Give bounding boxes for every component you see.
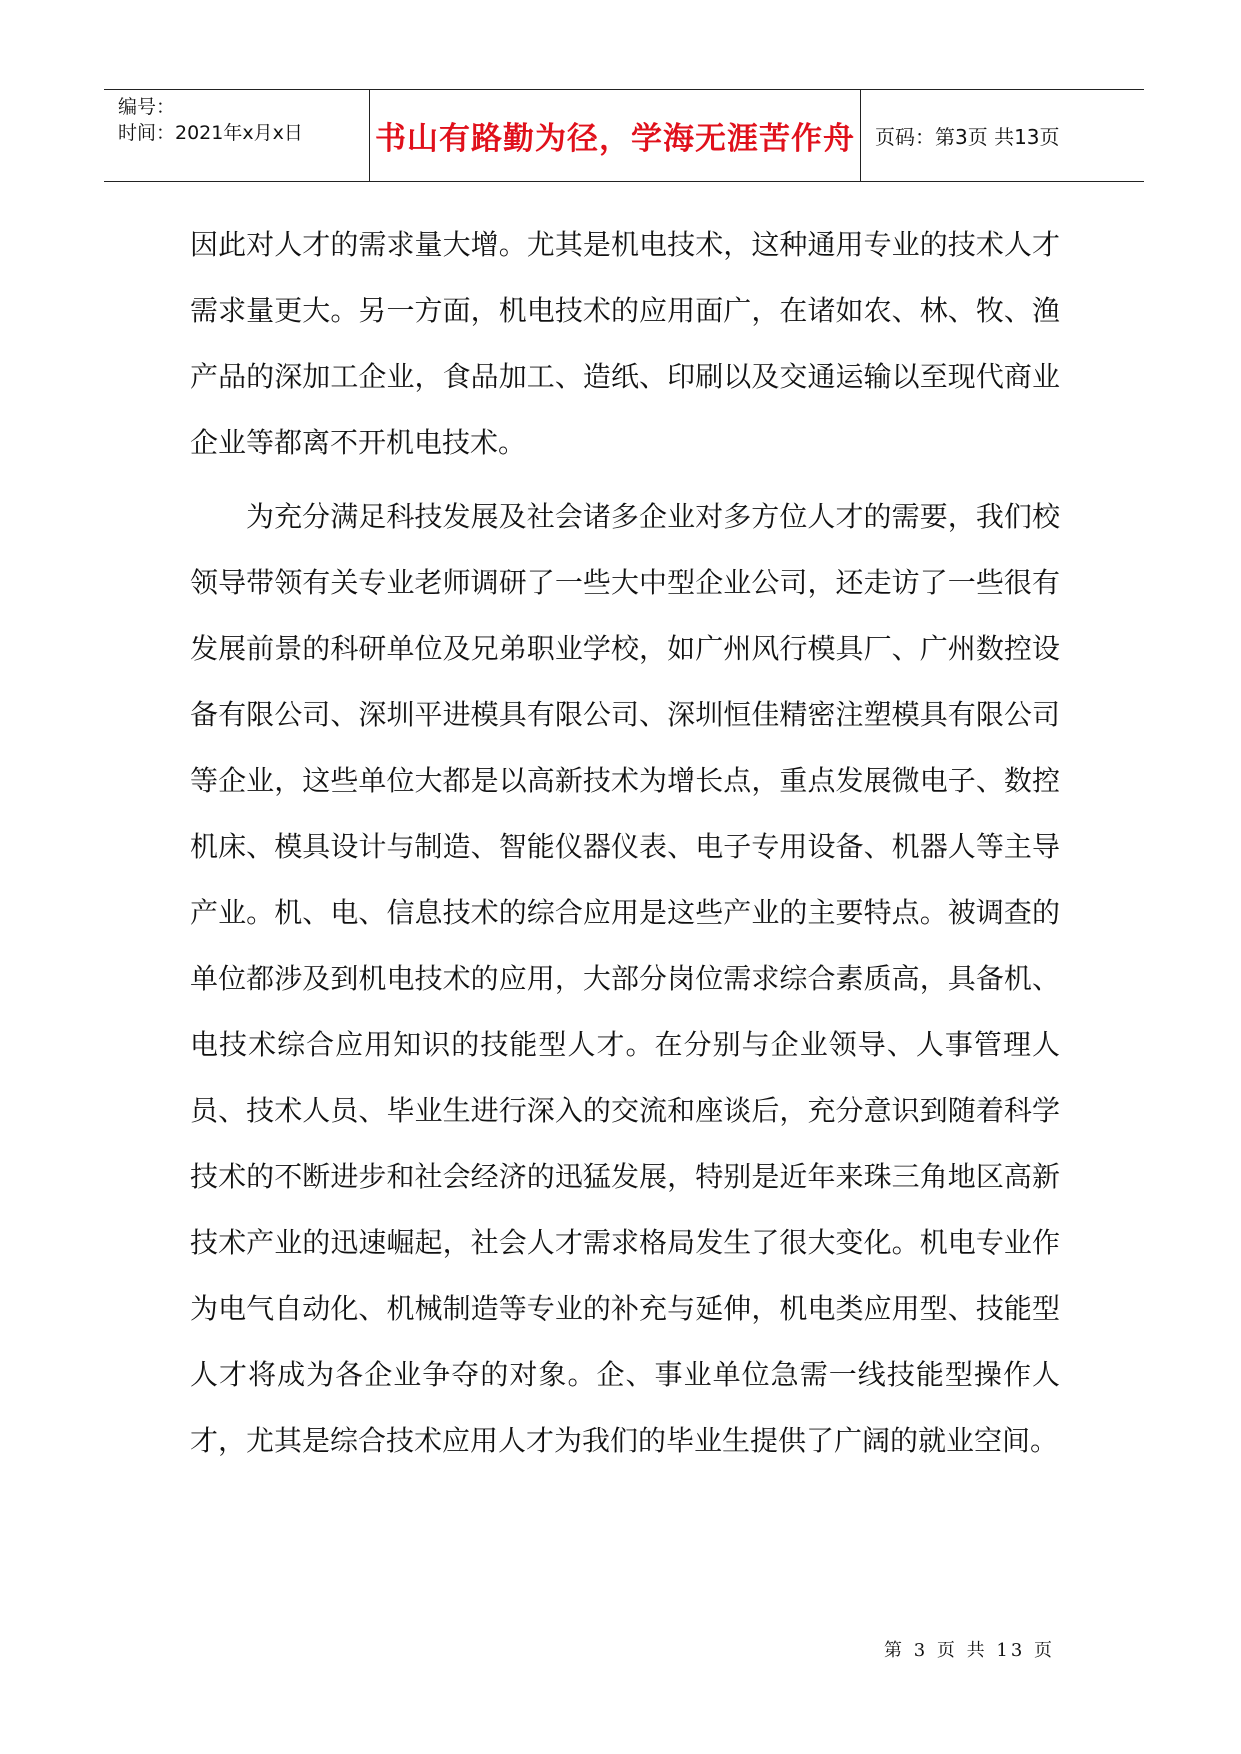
- document-body: [190, 212, 1060, 1474]
- header-motto: 书山有路勤为径，学海无涯苦作舟: [370, 90, 861, 181]
- paragraph-continued: 因此对人才的需求量大增。尤其是机电技术，这种通用专业的技术人才需求量更大。另一方面，机电技术的应用面广，在诸如农、林、牧、渔产品的深加工企业，食品加工、造纸、印刷以及交通运输以至现代商业企业等都离不开机电技术。: [190, 228, 1060, 459]
- header-meta: [104, 90, 370, 181]
- document-number: 编号：: [118, 96, 176, 118]
- page-footer: 第 3 页 共 13 页: [884, 1640, 1055, 1661]
- paragraph: 为充分满足科技发展及社会诸多企业对多方位人才的需要，我们校领导带领有关专业老师调研了一些大中型企业公司，还走访了一些很有发展前景的科研单位及兄弟职业学校，如广州风行模具厂、广州数控设备有限公司、深圳平进模具有限公司、深圳恒佳精密注塑模具有限公司等企业，这些单位大都是以高新技术为增长点，重点发展微电子、数控机床、模具设计与制造、智能仪器仪表、电子专用设备、机器人等主导产业。机、电、信息技术的综合应用是这些产业的主要特点。被调查的单位都涉及到机电技术的应用，大部分岗位需求综合素质高，具备机、电技术综合应用知识的技能型人才。在分别与企业领导、人事管理人员、技术人员、毕业生进行深入的交流和座谈后，充分意识到随着科学技术的不断进步和社会经济的迅猛发展，特别是近年来珠三角地区高新技术产业的迅速崛起，社会人才需求格局发生了很大变化。机电专业作为电气自动化、机械制造等专业的补充与延伸，机电类应用型、技能型人才将成为各企业争夺的对象。企、事业单位急需一线技能型操作人才，尤其是综合技术应用人才为我们的毕业生提供了广阔的就业空间。: [190, 500, 1060, 1457]
- document-time: 时间：2021年x月x日: [118, 122, 303, 144]
- header-page-info: 页码：第3页 共13页: [875, 125, 1060, 149]
- page-header: [104, 89, 1144, 182]
